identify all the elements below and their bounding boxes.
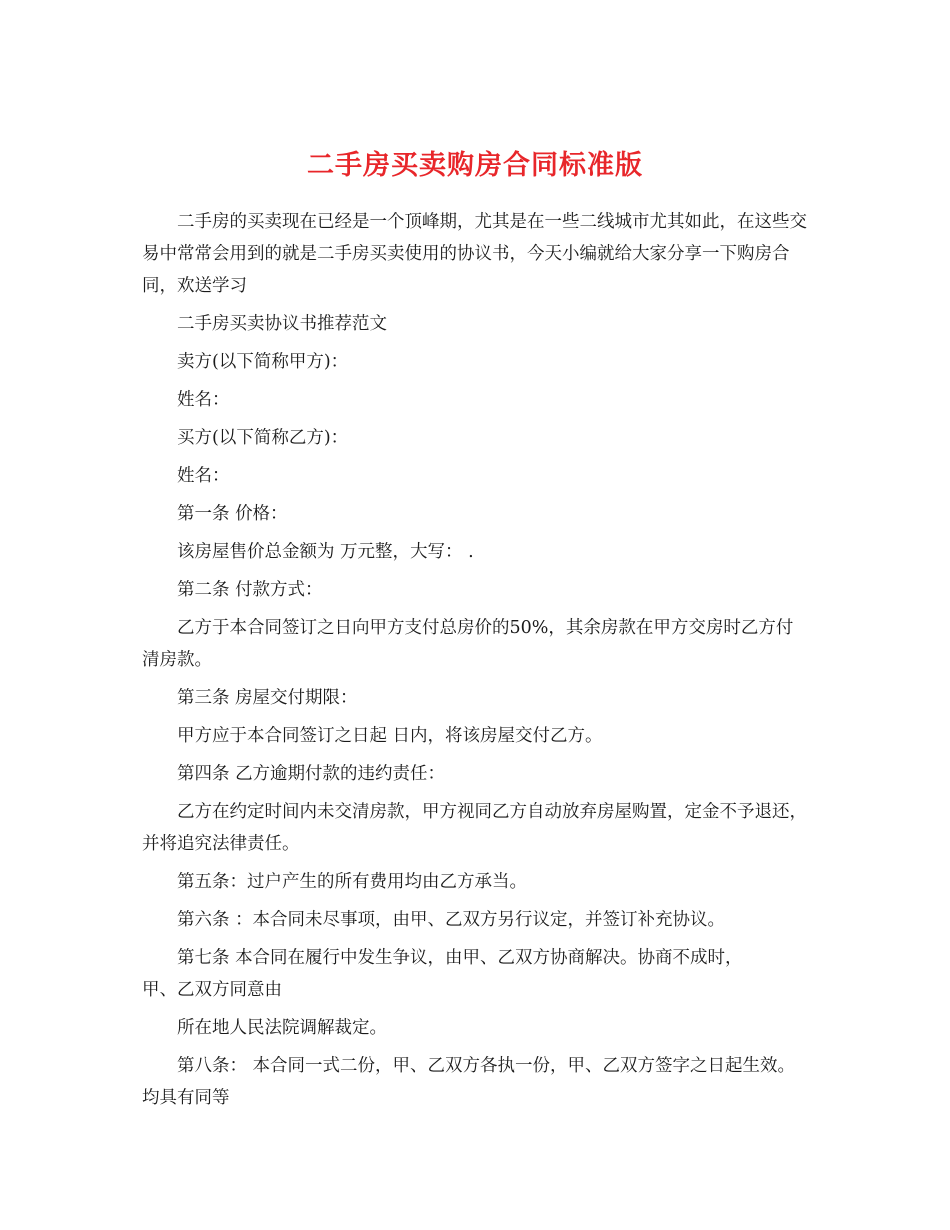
buyer-label: 买方(以下简称乙方)： <box>177 428 349 448</box>
article-1-text: 该房屋售价总金额为 万元整，大写： . <box>177 542 474 562</box>
seller-name-label: 姓名： <box>177 390 230 410</box>
document-body <box>142 206 810 1120</box>
document-title: 二手房买卖购房合同标准版 <box>307 150 643 182</box>
article-7-text: 第七条 本合同在履行中发生争议，由甲、乙双方协商解决。协商不成时， <box>177 948 743 968</box>
article-8-text: 第八条： 本合同一式二份，甲、乙双方各执一份，甲、乙双方签字之日起生效。均具有同等 <box>142 1056 796 1108</box>
article-1-heading: 第一条 价格： <box>177 504 288 524</box>
article-3-heading: 第三条 房屋交付期限： <box>177 688 358 708</box>
article-6-text: 第六条 ：本合同未尽事项，由甲、乙双方另行议定，并签订补充协议。 <box>177 910 726 930</box>
article-3-text: 甲方应于本合同签订之日起 日内，将该房屋交付乙方。 <box>177 726 603 746</box>
article-4-heading: 第四条 乙方逾期付款的违约责任： <box>177 764 446 784</box>
buyer-name-label: 姓名： <box>177 466 230 486</box>
article-7-court: 所在地人民法院调解裁定。 <box>177 1018 387 1038</box>
article-2-text: 乙方于本合同签订之日向甲方支付总房价的50%，其余房款在甲方交房时乙方付清房款。 <box>142 618 794 670</box>
article-7-continuation: 甲、乙双方同意由 <box>142 980 282 1000</box>
intro-paragraph: 二手房的买卖现在已经是一个顶峰期，尤其是在一些二线城市尤其如此，在这些交易中常常会用到的就是二手房买卖使用的协议书，今天小编就给大家分享一下购房合同，欢送学习 <box>142 212 807 296</box>
article-5-text: 第五条：过户产生的所有费用均由乙方承当。 <box>177 872 527 892</box>
seller-label: 卖方(以下简称甲方)： <box>177 352 349 372</box>
article-2-heading: 第二条 付款方式： <box>177 580 323 600</box>
section-heading: 二手房买卖协议书推荐范文 <box>177 314 387 334</box>
article-4-text: 乙方在约定时间内未交清房款，甲方视同乙方自动放弃房屋购置，定金不予退还， 并将追究法律责任。 <box>142 802 807 854</box>
